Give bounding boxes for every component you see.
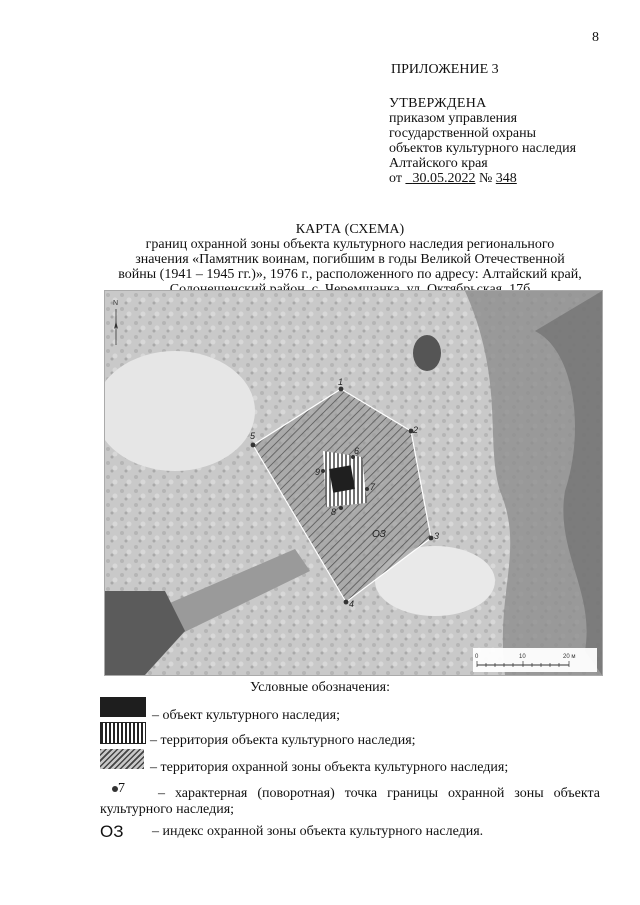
legend-point-text: – характерная (поворотная) точка границы охранной зоны объекта культурного наследия; bbox=[100, 786, 600, 817]
point-label-1: 1 bbox=[338, 377, 344, 387]
approved-line-3: объектов культурного наследия bbox=[389, 141, 577, 156]
scale-label-10: 10 bbox=[519, 654, 526, 660]
legend-zone-index-symbol: ОЗ bbox=[100, 822, 124, 841]
point-label-5: 5 bbox=[250, 431, 256, 441]
legend-title: Условные обозначения: bbox=[249, 680, 391, 695]
legend-object-text: – объект культурного наследия; bbox=[152, 708, 340, 723]
title-line-4: войны (1941 – 1945 гг.)», 1976 г., расположенного по адресу: Алтайский край, bbox=[118, 267, 582, 282]
map-title bbox=[92, 222, 608, 298]
point-label-8: 8 bbox=[331, 507, 337, 517]
point-label-3: 3 bbox=[434, 531, 440, 541]
legend-territory-text: – территория объекта культурного наследия; bbox=[150, 733, 416, 748]
north-label: N bbox=[113, 300, 119, 307]
title-line-2: границ охранной зоны объекта культурного наследия регионального bbox=[145, 237, 555, 252]
page-number: 8 bbox=[592, 30, 599, 45]
point-label-9: 9 bbox=[315, 467, 321, 477]
approval-date: 30.05.2022 bbox=[412, 171, 476, 186]
approved-line-4: Алтайского края bbox=[389, 156, 488, 171]
point-label-6: 6 bbox=[354, 446, 360, 456]
approval-block bbox=[389, 96, 576, 186]
title-line-3: значения «Памятник воинам, погибшим в годы Великой Отечественной bbox=[135, 252, 565, 267]
approved-heading: УТВЕРЖДЕНА bbox=[389, 96, 487, 111]
approved-line-2: государственной охраны bbox=[389, 126, 537, 141]
legend-zone-index-text: – индекс охранной зоны объекта культурного наследия. bbox=[152, 824, 484, 839]
scale-label-0: 0 bbox=[475, 654, 479, 660]
point-label-7: 7 bbox=[370, 482, 376, 492]
zone-index-label: ОЗ bbox=[372, 529, 386, 540]
scale-label-20: 20 м bbox=[563, 654, 576, 660]
number-sign: № bbox=[478, 171, 493, 186]
appendix-label: ПРИЛОЖЕНИЕ 3 bbox=[391, 62, 499, 77]
order-number: 348 bbox=[495, 171, 517, 186]
approved-line-1: приказом управления bbox=[389, 111, 518, 126]
point-label-2: 2 bbox=[413, 425, 419, 435]
legend-zone-text: – территория охранной зоны объекта культурного наследия; bbox=[150, 760, 509, 775]
point-label-4: 4 bbox=[349, 599, 355, 609]
title-line-1: КАРТА (СХЕМА) bbox=[295, 222, 405, 237]
date-prefix: от bbox=[389, 171, 402, 186]
legend-point-symbol: 7 bbox=[112, 781, 125, 797]
aerial-map bbox=[104, 290, 603, 676]
approval-date-line bbox=[389, 171, 576, 186]
